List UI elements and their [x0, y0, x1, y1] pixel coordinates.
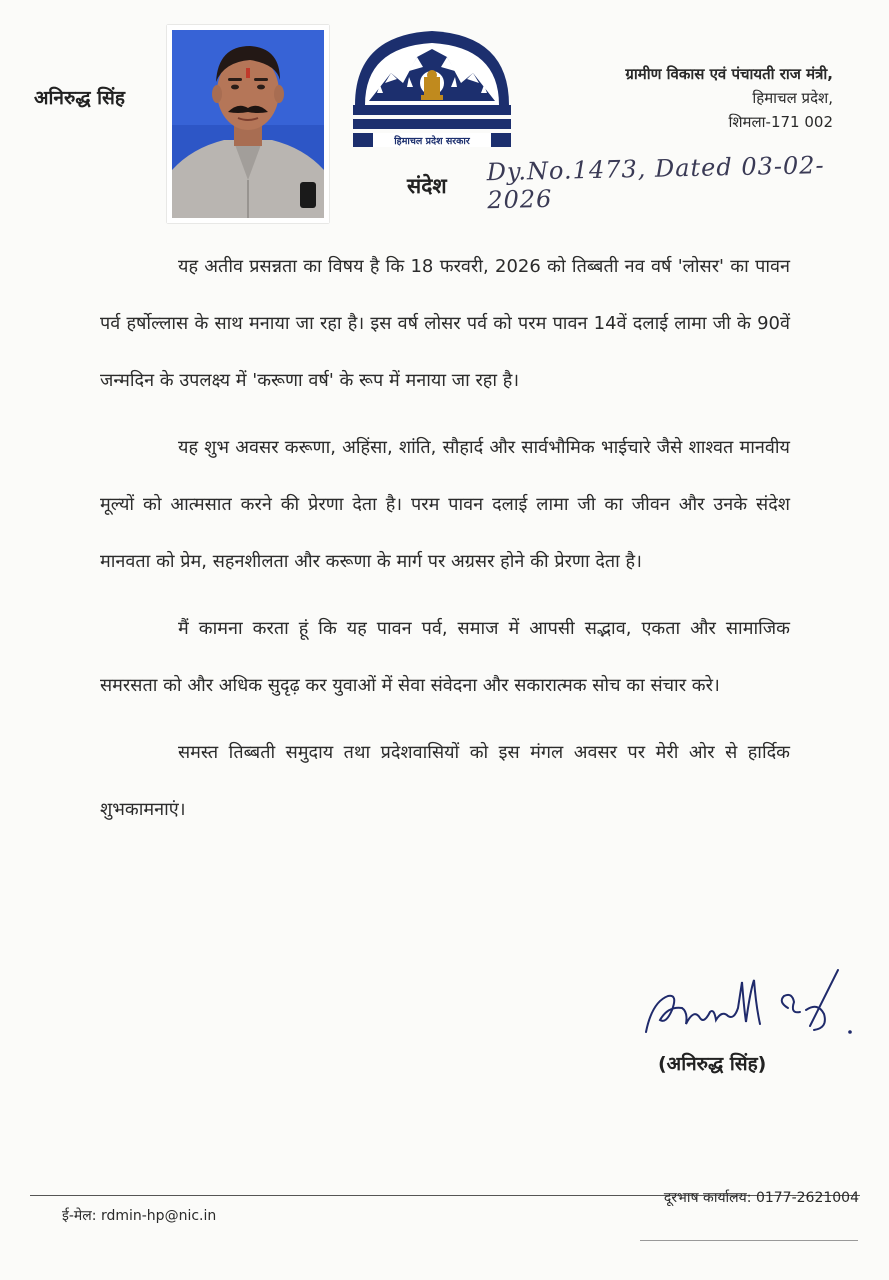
signature-icon	[638, 962, 858, 1042]
office-address	[625, 62, 833, 134]
diary-number-note: Dy.No.1473, Dated 03-02-2026	[486, 151, 825, 215]
paragraph-4: समस्त तिब्बती समुदाय तथा प्रदेशवासियों को इस मंगल अवसर पर मेरी ओर से हार्दिक शुभकामनाएं।	[100, 742, 790, 820]
portrait-image	[172, 30, 324, 218]
signatory-name: (अनिरुद्ध सिंह)	[658, 1053, 767, 1075]
office-city: शिमला-171 002	[728, 113, 833, 131]
document-title: संदेश	[407, 174, 447, 198]
paragraph-3: मैं कामना करता हूं कि यह पावन पर्व, समाज में आपसी सद्भाव, एकता और सामाजिक समरसता को और अधिक सुदृढ़ कर युवाओं में सेवा संवेदना और सकारात्मक सोच का संचार करे।	[100, 618, 790, 696]
paragraph-2: यह शुभ अवसर करूणा, अहिंसा, शांति, सौहार्द और सार्वभौमिक भाईचारे जैसे शाश्वत मानवीय मूल्यों को आत्मसात करने की प्रेरणा देता है। परम पावन दलाई लामा जी का जीवन और उनके संदेश मानवता को प्रेम, सहनशीलता और करूणा के मार्ग पर अग्रसर होने की प्रेरणा देता है।	[100, 437, 790, 572]
minister-photo	[167, 25, 329, 223]
handwritten-signature	[638, 962, 858, 1042]
minister-name: अनिरुद्ध सिंह	[34, 87, 125, 109]
hp-government-emblem	[347, 27, 517, 152]
office-state: हिमाचल प्रदेश,	[752, 89, 833, 107]
emblem-caption: हिमाचल प्रदेश सरकार	[394, 136, 470, 147]
footer-email: ई-मेल: rdmin-hp@nic.in	[62, 1208, 217, 1224]
paragraph-1: यह अतीव प्रसन्नता का विषय है कि 18 फरवरी, 2026 को तिब्बती नव वर्ष 'लोसर' का पावन पर्व हर्षोल्लास के साथ मनाया जा रहा है। इस वर्ष लोसर पर्व को परम पावन 14वें दलाई लामा जी के 90वें जन्मदिन के उपलक्ष्य में 'करूणा वर्ष' के रूप में मनाया जा रहा है।	[100, 256, 790, 391]
office-designation: ग्रामीण विकास एवं पंचायती राज मंत्री,	[625, 65, 833, 83]
message-body	[100, 238, 790, 848]
footer-underline	[640, 1240, 858, 1241]
footer-phone: दूरभाष कार्यालय: 0177-2621004	[663, 1190, 859, 1206]
